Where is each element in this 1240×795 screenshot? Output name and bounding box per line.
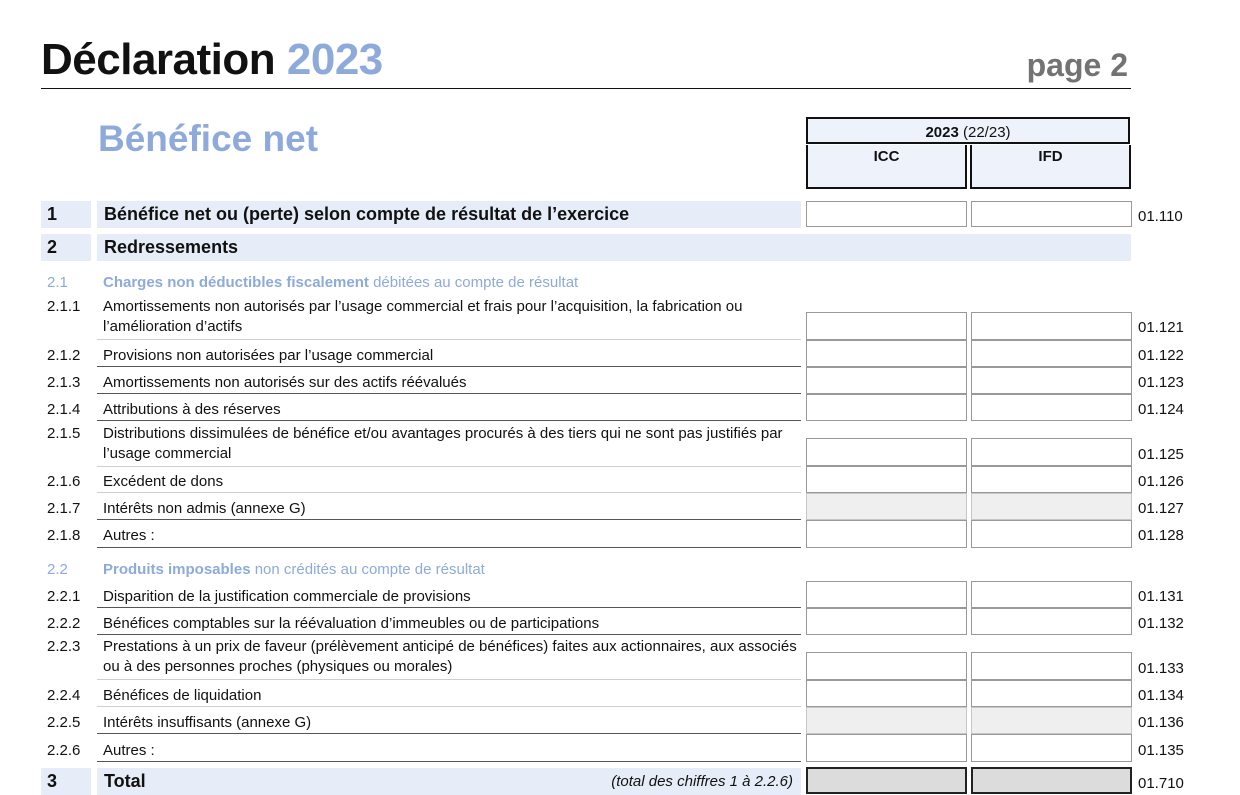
icc-input[interactable]	[806, 312, 967, 340]
row-divider	[97, 492, 801, 493]
ifd-input[interactable]	[971, 466, 1132, 493]
row-label-band	[97, 234, 1131, 261]
row-label: Provisions non autorisées par l’usage commercial	[103, 347, 434, 364]
row-number: 2.2.6	[47, 742, 81, 759]
row-number: 2.1.7	[47, 500, 81, 517]
row-label: Bénéfices de liquidation	[103, 687, 262, 704]
ifd-input[interactable]	[971, 520, 1132, 548]
icc-input[interactable]	[806, 466, 967, 493]
row-divider	[97, 466, 801, 467]
ifd-input[interactable]	[971, 394, 1132, 421]
field-code: 01.121	[1138, 319, 1184, 336]
row-divider	[97, 761, 801, 762]
ifd-input-disabled	[971, 493, 1132, 520]
subsection-number: 2.2	[47, 561, 68, 578]
icc-input[interactable]	[806, 680, 967, 707]
icc-total-field	[806, 767, 967, 794]
row-divider	[97, 366, 801, 367]
icc-input[interactable]	[806, 608, 967, 635]
icc-input[interactable]	[806, 367, 967, 394]
field-code: 01.135	[1138, 742, 1184, 759]
row-label: Intérêts non admis (annexe G)	[103, 500, 306, 517]
field-code: 01.710	[1138, 775, 1184, 792]
icc-input-disabled	[806, 493, 967, 520]
ifd-input[interactable]	[971, 734, 1132, 762]
row-label: Distributions dissimulées de bénéfice et/ou avantages procurés à des tiers qui ne sont pas justifiés par l’usage commercial	[103, 425, 783, 462]
row-label: Redressements	[104, 237, 239, 257]
row-number: 2.2.3	[47, 638, 81, 655]
row-divider	[97, 339, 801, 340]
row-number: 2.1.3	[47, 374, 81, 391]
row-divider	[97, 706, 801, 707]
total-hint: (total des chiffres 1 à 2.2.6)	[611, 773, 793, 790]
icc-input[interactable]	[806, 652, 967, 680]
page-title	[41, 34, 383, 86]
row-label: Bénéfices comptables sur la réévaluation d’immeubles ou de participations	[103, 615, 600, 632]
row-number: 2.1.5	[47, 425, 81, 442]
page-number: page 2	[1026, 47, 1128, 83]
column-year: 2023	[925, 124, 959, 141]
icc-input[interactable]	[806, 201, 967, 227]
row-divider	[97, 679, 801, 680]
row-number: 2.2.5	[47, 714, 81, 731]
field-code: 01.122	[1138, 347, 1184, 364]
icc-input[interactable]	[806, 438, 967, 466]
ifd-input[interactable]	[971, 581, 1132, 608]
field-code: 01.132	[1138, 615, 1184, 632]
row-label: Disparition de la justification commerciale de provisions	[103, 588, 471, 605]
subsection-title	[103, 274, 578, 291]
row-number: 2.1.8	[47, 527, 81, 544]
ifd-input-disabled	[971, 707, 1132, 734]
row-number: 2	[47, 237, 58, 257]
row-label: Excédent de dons	[103, 473, 224, 490]
field-code: 01.110	[1138, 208, 1183, 225]
row-divider	[97, 547, 801, 548]
ifd-input[interactable]	[971, 608, 1132, 635]
header-rule	[41, 88, 1131, 89]
row-label: Attributions à des réserves	[103, 401, 281, 418]
row-number: 2.1.2	[47, 347, 81, 364]
row-number: 2.1.4	[47, 401, 81, 418]
row-divider	[97, 519, 801, 520]
icc-input[interactable]	[806, 394, 967, 421]
column-ifd-header: IFD	[970, 145, 1131, 189]
field-code: 01.123	[1138, 374, 1184, 391]
subsection-title	[103, 561, 485, 578]
subsection-title-rest: débitées au compte de résultat	[373, 274, 579, 291]
field-code: 01.126	[1138, 473, 1184, 490]
row-label: Amortissements non autorisés sur des actifs réévalués	[103, 374, 467, 391]
subsection-title-bold: Produits imposables	[103, 561, 251, 578]
row-divider	[97, 607, 801, 608]
row-divider	[97, 634, 801, 635]
icc-input[interactable]	[806, 734, 967, 762]
section-title: Bénéfice net	[98, 118, 319, 159]
column-icc-header: ICC	[806, 145, 967, 189]
column-year-header	[806, 117, 1130, 144]
icc-input[interactable]	[806, 340, 967, 367]
field-code: 01.133	[1138, 660, 1184, 677]
field-code: 01.131	[1138, 588, 1184, 605]
subsection-title-rest: non crédités au compte de résultat	[254, 561, 485, 578]
row-label: Intérêts insuffisants (annexe G)	[103, 714, 312, 731]
row-number: 2.2.4	[47, 687, 81, 704]
row-number: 2.2.2	[47, 615, 81, 632]
row-number: 2.2.1	[47, 588, 81, 605]
icc-input-disabled	[806, 707, 967, 734]
row-label: Amortissements non autorisés par l’usage commercial et frais pour l’acquisition, la fabrication ou l’amélioration d’actifs	[103, 298, 743, 335]
row-divider	[97, 420, 801, 421]
ifd-total-field	[971, 767, 1132, 794]
field-code: 01.128	[1138, 527, 1184, 544]
ifd-input[interactable]	[971, 680, 1132, 707]
row-number: 2.1.1	[47, 298, 81, 315]
title-main: Déclaration	[41, 35, 276, 84]
row-divider	[97, 733, 801, 734]
row-number: 2.1.6	[47, 473, 81, 490]
field-code: 01.127	[1138, 500, 1184, 517]
row-label: Bénéfice net ou (perte) selon compte de résultat de l’exercice	[104, 204, 630, 224]
ifd-input[interactable]	[971, 340, 1132, 367]
ifd-input[interactable]	[971, 367, 1132, 394]
icc-input[interactable]	[806, 581, 967, 608]
subsection-number: 2.1	[47, 274, 68, 291]
row-number: 3	[47, 771, 58, 791]
row-divider	[97, 393, 801, 394]
ifd-input[interactable]	[971, 652, 1132, 680]
row-label: Autres :	[103, 527, 155, 544]
ifd-input[interactable]	[971, 438, 1132, 466]
title-year: 2023	[286, 35, 383, 84]
total-label: Total	[104, 771, 146, 791]
icc-input[interactable]	[806, 520, 967, 548]
row-number: 1	[47, 204, 58, 224]
field-code: 01.124	[1138, 401, 1184, 418]
ifd-input[interactable]	[971, 201, 1132, 227]
field-code: 01.134	[1138, 687, 1184, 704]
subsection-title-bold: Charges non déductibles fiscalement	[103, 274, 369, 291]
field-code: 01.125	[1138, 446, 1184, 463]
row-label: Autres :	[103, 742, 155, 759]
ifd-input[interactable]	[971, 312, 1132, 340]
row-label: Prestations à un prix de faveur (prélèvement anticipé de bénéfices) faites aux actionnaires, aux associés ou à des personnes proches (physiques ou morales)	[103, 638, 797, 675]
field-code: 01.136	[1138, 714, 1184, 731]
column-period: (22/23)	[963, 124, 1011, 141]
